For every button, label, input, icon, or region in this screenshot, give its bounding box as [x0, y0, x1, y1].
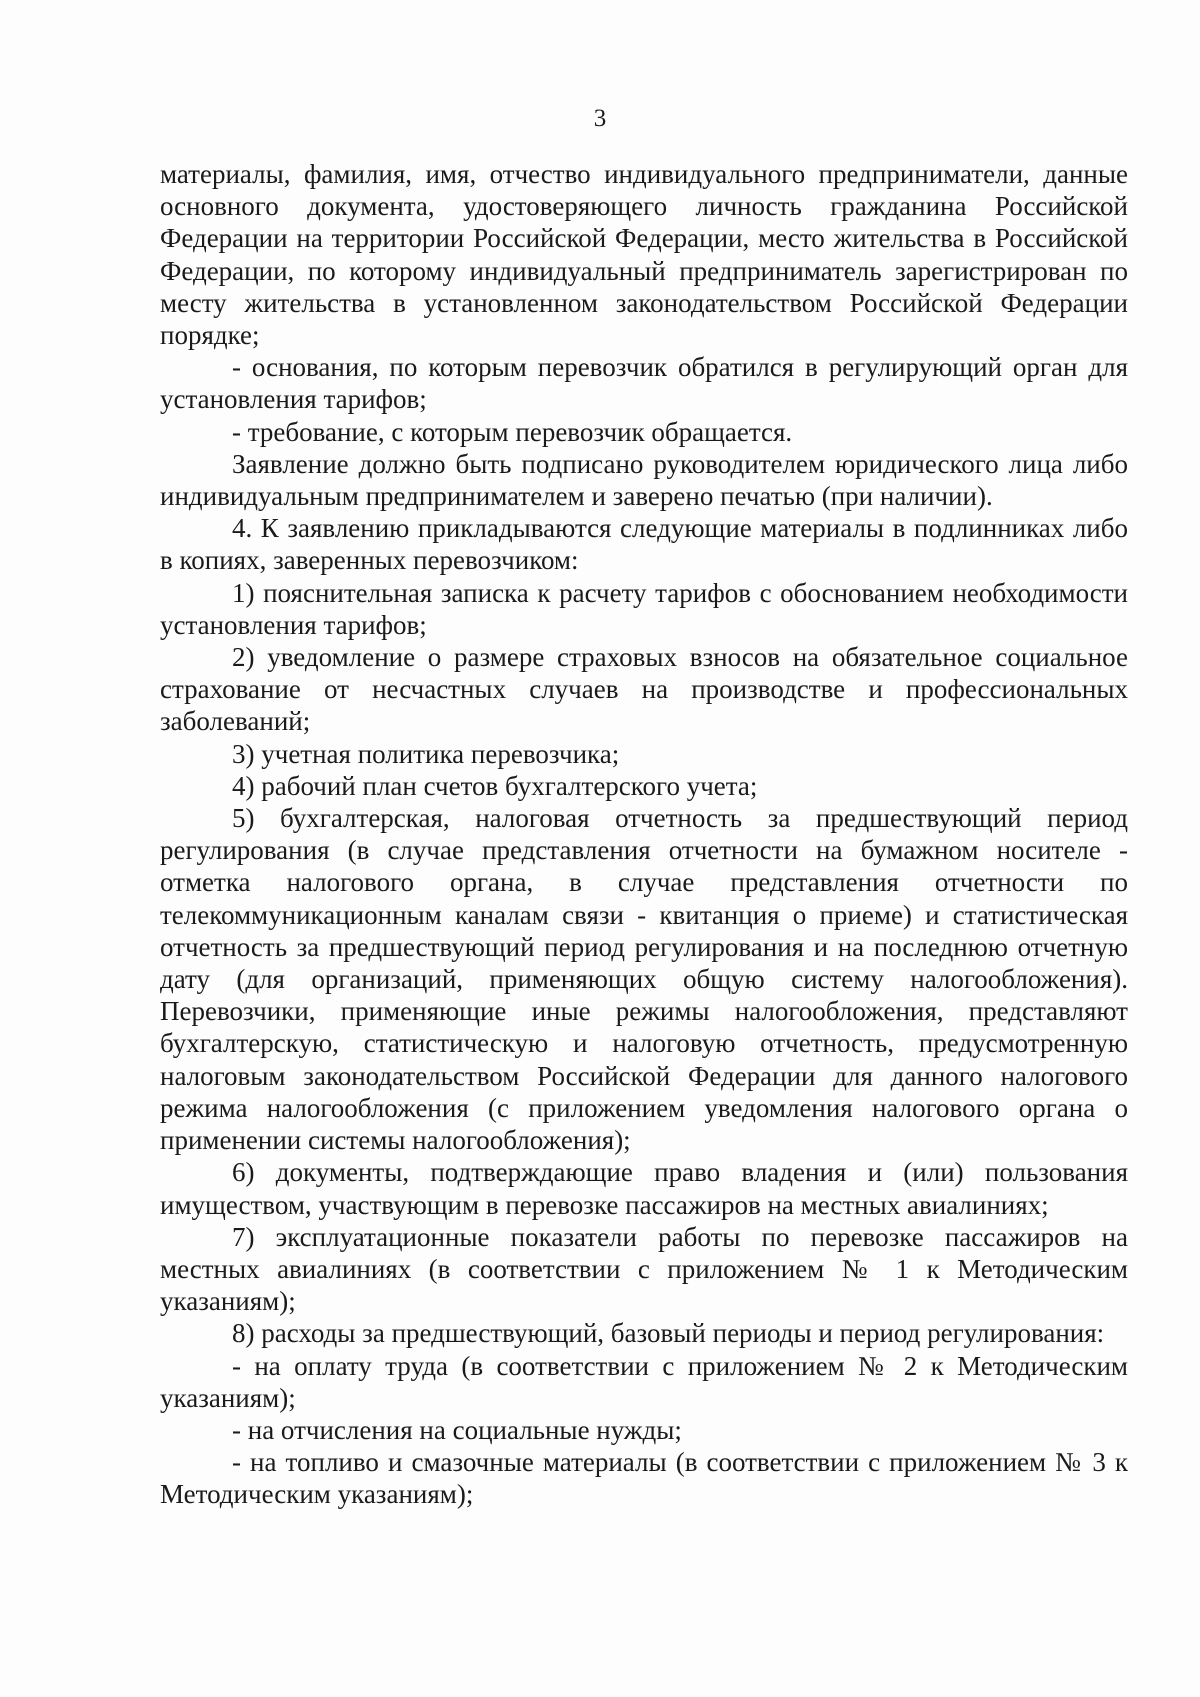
list-item-6: 6) документы, подтверждающие право владения и (или) пользования имуществом, участвующим в перевозке пассажиров на местных авиалиниях;	[160, 1157, 1128, 1220]
list-item-3: 3) учетная политика перевозчика;	[232, 738, 620, 769]
paragraph-signature: Заявление должно быть подписано руководителем юридического лица либо индивидуальным предпринимателем и заверено печатью (при наличии).	[160, 448, 1128, 512]
list-item-2: 2) уведомление о размере страховых взносов на обязательное социальное страхование от несчастных случаев на производстве и профессиональных заболеваний;	[160, 642, 1128, 737]
paragraph-requirement: - требование, с которым перевозчик обращается.	[232, 416, 793, 447]
page-number: 3	[593, 105, 607, 132]
paragraph-applicant-details: материалы, фамилия, имя, отчество индивидуального предприниматели, данные основного документа, удостоверяющего личность гражданина Российской Федерации на территории Российской Федерации, место жительства в Российской Федерации, по которому индивидуальный предприниматель зарегистрирован по месту жительства в установленном законодательством Российской Федерации порядке;	[160, 159, 1128, 351]
paragraph-grounds: - основания, по которым перевозчик обратился в регулирующий орган для установления тарифов;	[160, 352, 1128, 415]
document-body	[160, 158, 1128, 1511]
list-item-1: 1) пояснительная записка к расчету тарифов с обоснованием необходимости установления тарифов;	[160, 577, 1128, 640]
sub-item-labor: - на оплату труда (в соответствии с приложением № 2 к Методическим указаниям);	[160, 1350, 1128, 1413]
sub-item-fuel: - на топливо и смазочные материалы (в соответствии с приложением № 3 к Методическим указаниям);	[160, 1447, 1128, 1510]
sub-item-social: - на отчисления на социальные нужды;	[232, 1414, 682, 1445]
list-item-7: 7) эксплуатационные показатели работы по перевозке пассажиров на местных авиалиниях (в соответствии с приложением № 1 к Методическим указаниям);	[160, 1221, 1128, 1317]
list-item-8: 8) расходы за предшествующий, базовый периоды и период регулирования:	[232, 1318, 1105, 1349]
paragraph-item-4: 4. К заявлению прикладываются следующие материалы в подлинниках либо в копиях, заверенных перевозчиком:	[160, 513, 1128, 576]
list-item-4: 4) рабочий план счетов бухгалтерского учета;	[232, 770, 758, 801]
list-item-5: 5) бухгалтерская, налоговая отчетность за предшествующий период регулирования (в случае представления отчетности на бумажном носителе - отметка налогового органа, в случае представления отчетности по телекоммуникационным каналам связи - квитанция о приеме) и статистическая отчетность за предшествующий период регулирования и на последнюю отчетную дату (для организаций, применяющих общую систему налогообложения). Перевозчики, применяющие иные режимы налогообложения, представляют бухгалтерскую, статистическую и налоговую отчетность, предусмотренную налоговым законодательством Российской Федерации для данного налогового режима налогообложения (с приложением уведомления налогового органа о применении системы налогообложения);	[160, 803, 1128, 1156]
